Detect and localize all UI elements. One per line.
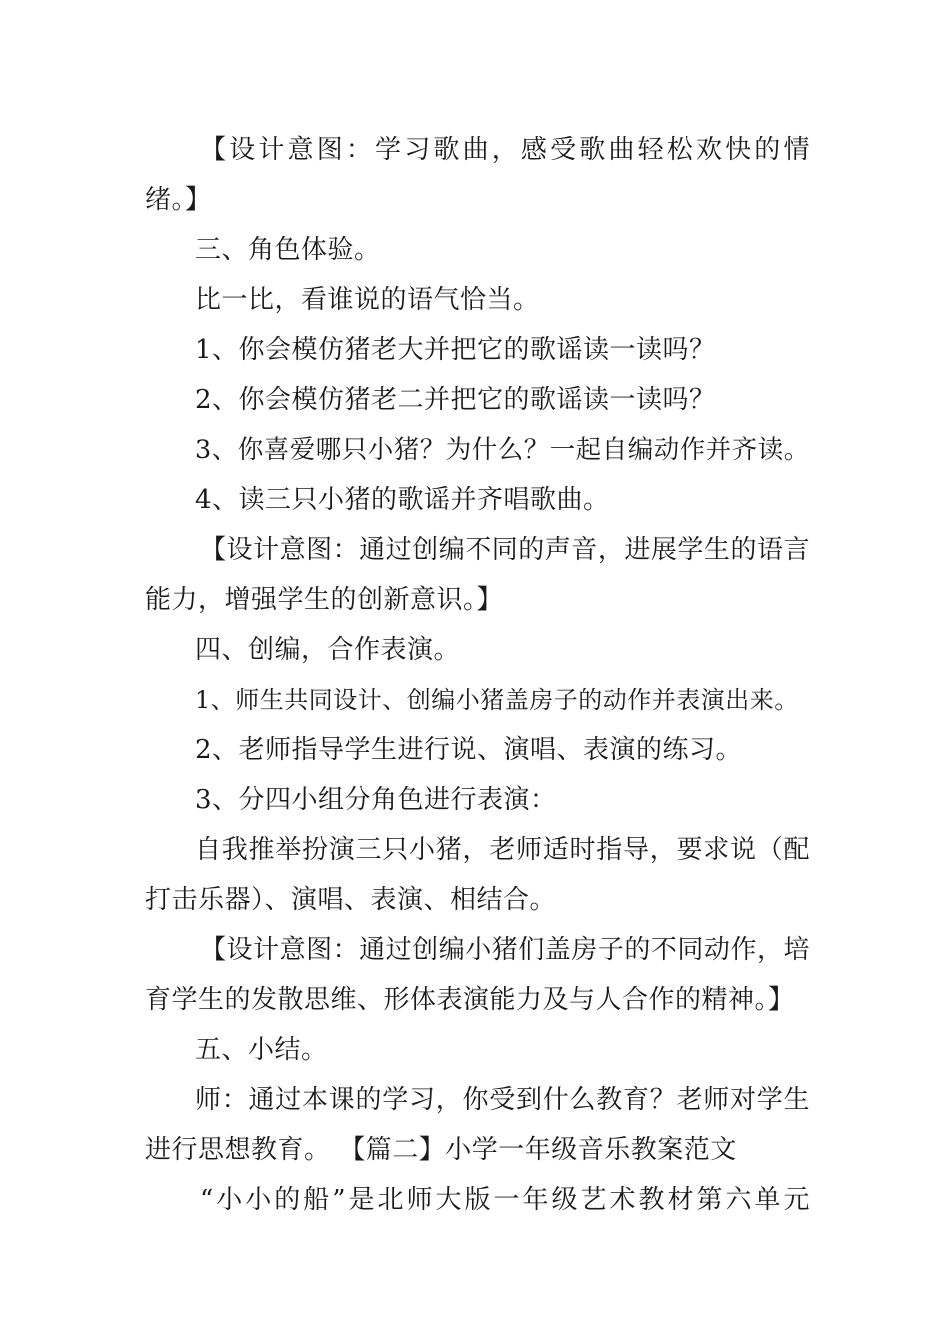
- design-intent-2-line-2: 能力，增强学生的创新意识。】: [145, 585, 504, 615]
- summary-line-1: 师：通过本课的学习，你受到什么教育？老师对学生: [195, 1085, 810, 1115]
- section-4-paragraph-line-2: 打击乐器）、演唱、表演、相结合。: [145, 885, 557, 915]
- design-intent-1-line-1: 【设计意图：学习歌曲，感受歌曲轻松欢快的情: [200, 135, 810, 165]
- section-3-item-3: 3、你喜爱哪只小猪？为什么？一起自编动作并齐读。: [195, 435, 810, 465]
- section-4-item-2: 2、老师指导学生进行说、演唱、表演的练习。: [195, 735, 743, 765]
- section-4-paragraph-line-1: 自我推举扮演三只小猪，老师适时指导，要求说（配: [195, 835, 810, 865]
- section-3-heading: 三、角色体验。: [195, 235, 381, 265]
- section-5-heading: 五、小结。: [195, 1035, 328, 1065]
- section-4-item-3: 3、分四小组分角色进行表演：: [195, 785, 557, 815]
- section-3-item-1: 1、你会模仿猪老大并把它的歌谣读一读吗？: [195, 335, 716, 365]
- section-3-intro: 比一比，看谁说的语气恰当。: [195, 285, 540, 315]
- summary-line-2: 进行思想教育。 【篇二】小学一年级音乐教案范文: [145, 1135, 737, 1165]
- next-lesson-intro-line: “小小的船”是北师大版一年级艺术教材第六单元: [200, 1185, 810, 1215]
- design-intent-1-line-2: 绪。】: [145, 185, 212, 215]
- design-intent-2-line-1: 【设计意图：通过创编不同的声音，进展学生的语言: [200, 535, 810, 565]
- design-intent-3-line-2: 育学生的发散思维、形体表演能力及与人合作的精神。】: [145, 985, 795, 1015]
- design-intent-3-line-1: 【设计意图：通过创编小猪们盖房子的不同动作，培: [200, 935, 810, 965]
- section-4-item-1: 1、师生共同设计、创编小猪盖房子的动作并表演出来。: [195, 686, 799, 714]
- section-4-heading: 四、创编，合作表演。: [195, 635, 461, 665]
- section-3-item-2: 2、你会模仿猪老二并把它的歌谣读一读吗？: [195, 385, 716, 415]
- section-3-item-4: 4、读三只小猪的歌谣并齐唱歌曲。: [195, 485, 610, 515]
